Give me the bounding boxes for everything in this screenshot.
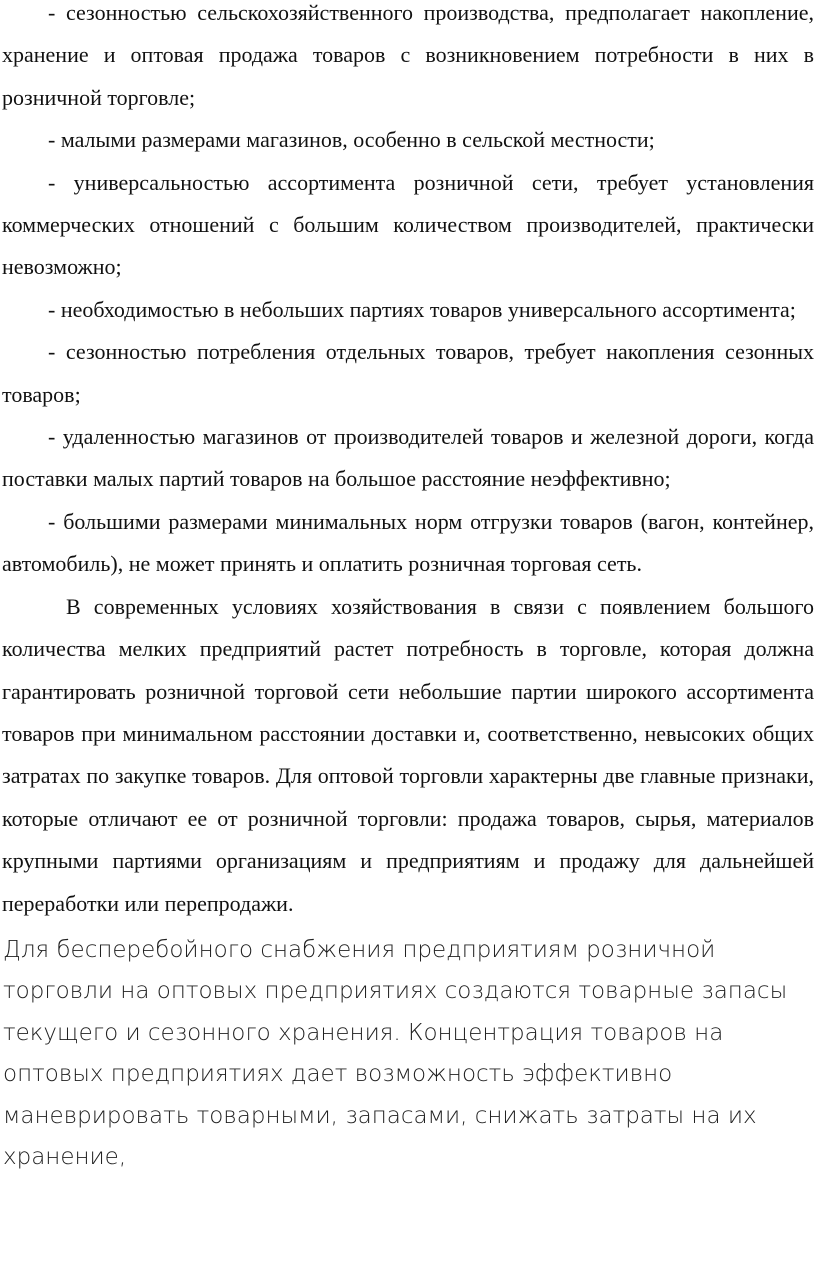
bullet-item: - необходимостью в небольших партиях товаров универсального ассортимента;	[48, 296, 796, 322]
bullet-item: - универсальностью ассортимента розничной сети, требует установления коммерческих отношений с большим количеством производителей, практически невозможно;	[2, 169, 814, 280]
sans-paragraph: Для бесперебойного снабжения предприятиям розничной торговли на оптовых предприятиях создаются товарные запасы текущего и сезонного хранения. Концентрация товаров на оптовых предприятиях дает возможность эффективно маневрировать товарными, запасами, снижать затраты на их хранение,	[3, 936, 788, 1171]
bullet-item: - большими размерами минимальных норм отгрузки товаров (вагон, контейнер, автомобиль), не может принять и оплатить розничная торговая сеть.	[2, 508, 814, 577]
bullet-item: - малыми размерами магазинов, особенно в сельской местности;	[48, 127, 655, 153]
bullet-item: - сезонностью сельскохозяйственного производства, предполагает накопление, хранение и оптовая продажа товаров с возникновением потребности в них в розничной торговле;	[2, 0, 814, 110]
bullet-item: - удаленностью магазинов от производителей товаров и железной дороги, когда поставки малых партий товаров на большое расстояние неэффективно;	[2, 424, 814, 492]
sans-text-block	[0, 930, 816, 1179]
bullet-item: - сезонностью потребления отдельных товаров, требует накопления сезонных товаров;	[2, 339, 814, 407]
body-paragraph: В современных условиях хозяйствования в связи с появлением большого количества мелких предприятий растет потребность в торговле, которая должна гарантировать розничной торговой сети небольшие партии широкого ассортимента товаров при минимальном расстоянии доставки и, соответственно, невысоких общих затратах по закупке товаров. Для оптовой торговли характерны две главные признаки, которые отличают ее от розничной торговли: продажа товаров, сырья, материалов крупными партиями организациям и предприятиям и продажу для дальнейшей переработки или перепродажи.	[2, 593, 814, 916]
